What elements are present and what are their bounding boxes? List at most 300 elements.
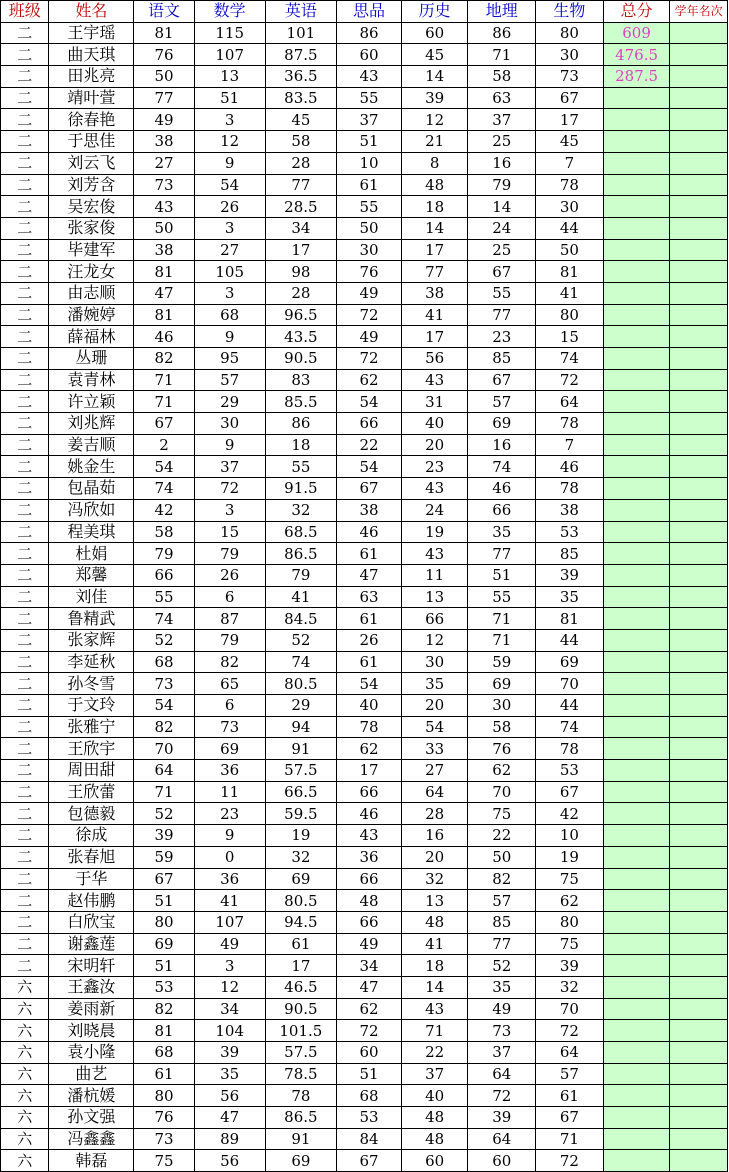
cell-class[interactable]: 二 [1,261,49,283]
cell-total[interactable] [603,87,670,109]
cell-total[interactable] [603,261,670,283]
cell-chinese[interactable]: 81 [134,22,195,44]
cell-geography[interactable]: 51 [468,564,536,586]
header-math[interactable]: 数学 [194,1,265,23]
cell-politics[interactable]: 34 [337,955,402,977]
cell-total[interactable] [603,651,670,673]
cell-geography[interactable]: 82 [468,868,536,890]
cell-name[interactable]: 赵伟鹏 [49,890,134,912]
cell-biology[interactable]: 81 [536,608,604,630]
cell-politics[interactable]: 49 [337,933,402,955]
cell-name[interactable]: 汪龙女 [49,261,134,283]
cell-politics[interactable]: 49 [337,282,402,304]
header-biology[interactable]: 生物 [536,1,604,23]
cell-name[interactable]: 刘晓晨 [49,1020,134,1042]
cell-english[interactable]: 101.5 [265,1020,337,1042]
cell-biology[interactable]: 72 [536,1020,604,1042]
cell-class[interactable]: 二 [1,109,49,131]
cell-chinese[interactable]: 74 [134,478,195,500]
cell-politics[interactable]: 47 [337,564,402,586]
cell-name[interactable]: 吴宏俊 [49,196,134,218]
cell-rank[interactable] [670,348,728,370]
cell-geography[interactable]: 85 [468,911,536,933]
cell-name[interactable]: 毕建军 [49,239,134,261]
cell-total[interactable] [603,196,670,218]
cell-history[interactable]: 48 [401,1107,468,1129]
cell-total[interactable] [603,629,670,651]
cell-class[interactable]: 二 [1,651,49,673]
cell-geography[interactable]: 46 [468,478,536,500]
cell-chinese[interactable]: 67 [134,413,195,435]
cell-class[interactable]: 六 [1,1085,49,1107]
cell-biology[interactable]: 46 [536,456,604,478]
cell-name[interactable]: 孙文强 [49,1107,134,1129]
cell-history[interactable]: 21 [401,131,468,153]
cell-history[interactable]: 41 [401,304,468,326]
cell-chinese[interactable]: 80 [134,911,195,933]
cell-name[interactable]: 周田甜 [49,760,134,782]
cell-geography[interactable]: 16 [468,434,536,456]
cell-geography[interactable]: 64 [468,1063,536,1085]
cell-math[interactable]: 57 [194,369,265,391]
cell-politics[interactable]: 46 [337,803,402,825]
cell-rank[interactable] [670,781,728,803]
cell-rank[interactable] [670,1085,728,1107]
cell-english[interactable]: 28 [265,282,337,304]
cell-biology[interactable]: 78 [536,174,604,196]
cell-politics[interactable]: 55 [337,87,402,109]
cell-rank[interactable] [670,868,728,890]
cell-politics[interactable]: 67 [337,478,402,500]
cell-chinese[interactable]: 79 [134,543,195,565]
cell-class[interactable]: 二 [1,716,49,738]
cell-geography[interactable]: 52 [468,955,536,977]
cell-geography[interactable]: 62 [468,760,536,782]
cell-history[interactable]: 18 [401,196,468,218]
cell-history[interactable]: 16 [401,825,468,847]
cell-geography[interactable]: 25 [468,239,536,261]
cell-history[interactable]: 33 [401,738,468,760]
cell-name[interactable]: 徐成 [49,825,134,847]
cell-politics[interactable]: 61 [337,651,402,673]
cell-chinese[interactable]: 38 [134,131,195,153]
cell-total[interactable]: 476.5 [603,44,670,66]
cell-politics[interactable]: 62 [337,738,402,760]
cell-class[interactable]: 二 [1,760,49,782]
cell-politics[interactable]: 62 [337,998,402,1020]
cell-class[interactable]: 二 [1,217,49,239]
cell-geography[interactable]: 69 [468,673,536,695]
cell-rank[interactable] [670,998,728,1020]
cell-math[interactable]: 13 [194,66,265,88]
cell-politics[interactable]: 61 [337,543,402,565]
cell-class[interactable]: 二 [1,282,49,304]
cell-english[interactable]: 19 [265,825,337,847]
cell-rank[interactable] [670,586,728,608]
cell-name[interactable]: 孙冬雪 [49,673,134,695]
cell-politics[interactable]: 36 [337,846,402,868]
cell-english[interactable]: 90.5 [265,998,337,1020]
cell-biology[interactable]: 35 [536,586,604,608]
cell-geography[interactable]: 77 [468,304,536,326]
cell-total[interactable] [603,586,670,608]
cell-english[interactable]: 28.5 [265,196,337,218]
cell-class[interactable]: 二 [1,304,49,326]
cell-english[interactable]: 46.5 [265,976,337,998]
cell-math[interactable]: 12 [194,976,265,998]
cell-geography[interactable]: 75 [468,803,536,825]
cell-biology[interactable]: 30 [536,196,604,218]
cell-class[interactable]: 二 [1,348,49,370]
cell-politics[interactable]: 60 [337,1042,402,1064]
cell-math[interactable]: 115 [194,22,265,44]
cell-geography[interactable]: 55 [468,282,536,304]
cell-chinese[interactable]: 81 [134,1020,195,1042]
header-rank[interactable]: 学年名次 [670,1,728,23]
cell-class[interactable]: 二 [1,543,49,565]
cell-name[interactable]: 包晶茹 [49,478,134,500]
cell-chinese[interactable]: 54 [134,456,195,478]
cell-math[interactable]: 3 [194,217,265,239]
cell-rank[interactable] [670,282,728,304]
cell-chinese[interactable]: 2 [134,434,195,456]
cell-math[interactable]: 107 [194,44,265,66]
cell-class[interactable]: 二 [1,152,49,174]
cell-math[interactable]: 9 [194,326,265,348]
cell-name[interactable]: 张雅宁 [49,716,134,738]
cell-biology[interactable]: 45 [536,131,604,153]
cell-math[interactable]: 26 [194,564,265,586]
cell-math[interactable]: 30 [194,413,265,435]
cell-geography[interactable]: 14 [468,196,536,218]
cell-rank[interactable] [670,196,728,218]
cell-class[interactable]: 六 [1,998,49,1020]
cell-biology[interactable]: 7 [536,152,604,174]
cell-total[interactable] [603,499,670,521]
cell-history[interactable]: 43 [401,998,468,1020]
cell-history[interactable]: 77 [401,261,468,283]
cell-class[interactable]: 二 [1,239,49,261]
cell-total[interactable] [603,369,670,391]
cell-biology[interactable]: 67 [536,87,604,109]
cell-chinese[interactable]: 69 [134,933,195,955]
cell-english[interactable]: 28 [265,152,337,174]
cell-name[interactable]: 于思佳 [49,131,134,153]
cell-rank[interactable] [670,369,728,391]
cell-chinese[interactable]: 52 [134,803,195,825]
cell-politics[interactable]: 66 [337,911,402,933]
cell-politics[interactable]: 48 [337,890,402,912]
cell-rank[interactable] [670,109,728,131]
cell-biology[interactable]: 80 [536,911,604,933]
cell-math[interactable]: 107 [194,911,265,933]
cell-history[interactable]: 12 [401,629,468,651]
cell-english[interactable]: 94.5 [265,911,337,933]
cell-chinese[interactable]: 82 [134,716,195,738]
cell-name[interactable]: 鲁精武 [49,608,134,630]
cell-name[interactable]: 于文玲 [49,695,134,717]
cell-rank[interactable] [670,456,728,478]
cell-history[interactable]: 23 [401,456,468,478]
cell-geography[interactable]: 71 [468,44,536,66]
cell-politics[interactable]: 38 [337,499,402,521]
header-politics[interactable]: 思品 [337,1,402,23]
cell-class[interactable]: 二 [1,890,49,912]
cell-biology[interactable]: 42 [536,803,604,825]
cell-english[interactable]: 32 [265,846,337,868]
cell-biology[interactable]: 81 [536,261,604,283]
cell-math[interactable]: 6 [194,586,265,608]
cell-name[interactable]: 张家辉 [49,629,134,651]
cell-chinese[interactable]: 71 [134,781,195,803]
cell-total[interactable] [603,1128,670,1150]
cell-politics[interactable]: 49 [337,326,402,348]
cell-total[interactable] [603,456,670,478]
cell-biology[interactable]: 32 [536,976,604,998]
cell-chinese[interactable]: 76 [134,44,195,66]
cell-chinese[interactable]: 75 [134,1150,195,1172]
cell-name[interactable]: 张家俊 [49,217,134,239]
cell-english[interactable]: 84.5 [265,608,337,630]
cell-history[interactable]: 20 [401,846,468,868]
cell-biology[interactable]: 44 [536,217,604,239]
cell-math[interactable]: 3 [194,499,265,521]
cell-class[interactable]: 二 [1,44,49,66]
cell-biology[interactable]: 70 [536,673,604,695]
cell-geography[interactable]: 66 [468,499,536,521]
cell-politics[interactable]: 61 [337,608,402,630]
cell-history[interactable]: 18 [401,955,468,977]
cell-biology[interactable]: 39 [536,564,604,586]
cell-rank[interactable] [670,434,728,456]
cell-history[interactable]: 22 [401,1042,468,1064]
cell-politics[interactable]: 84 [337,1128,402,1150]
cell-english[interactable]: 43.5 [265,326,337,348]
cell-class[interactable]: 二 [1,911,49,933]
cell-math[interactable]: 41 [194,890,265,912]
cell-politics[interactable]: 46 [337,521,402,543]
cell-rank[interactable] [670,22,728,44]
cell-name[interactable]: 张春旭 [49,846,134,868]
cell-class[interactable]: 六 [1,1042,49,1064]
cell-geography[interactable]: 63 [468,87,536,109]
cell-chinese[interactable]: 82 [134,348,195,370]
cell-chinese[interactable]: 71 [134,369,195,391]
cell-politics[interactable]: 66 [337,781,402,803]
cell-politics[interactable]: 62 [337,369,402,391]
cell-name[interactable]: 于华 [49,868,134,890]
cell-name[interactable]: 韩磊 [49,1150,134,1172]
cell-english[interactable]: 69 [265,868,337,890]
cell-class[interactable]: 二 [1,955,49,977]
cell-total[interactable] [603,1042,670,1064]
cell-total[interactable] [603,326,670,348]
cell-total[interactable] [603,673,670,695]
cell-geography[interactable]: 71 [468,629,536,651]
cell-english[interactable]: 29 [265,695,337,717]
header-total[interactable]: 总分 [603,1,670,23]
cell-total[interactable] [603,521,670,543]
cell-chinese[interactable]: 43 [134,196,195,218]
cell-class[interactable]: 二 [1,413,49,435]
cell-politics[interactable]: 53 [337,1107,402,1129]
cell-politics[interactable]: 76 [337,261,402,283]
cell-total[interactable] [603,131,670,153]
cell-rank[interactable] [670,716,728,738]
cell-geography[interactable]: 73 [468,1020,536,1042]
cell-biology[interactable]: 38 [536,499,604,521]
cell-name[interactable]: 刘佳 [49,586,134,608]
cell-politics[interactable]: 51 [337,131,402,153]
cell-politics[interactable]: 54 [337,391,402,413]
cell-rank[interactable] [670,478,728,500]
cell-english[interactable]: 86.5 [265,543,337,565]
cell-biology[interactable]: 19 [536,846,604,868]
cell-class[interactable]: 二 [1,781,49,803]
cell-math[interactable]: 51 [194,87,265,109]
cell-english[interactable]: 91 [265,1128,337,1150]
cell-math[interactable]: 0 [194,846,265,868]
cell-politics[interactable]: 61 [337,174,402,196]
cell-biology[interactable]: 69 [536,651,604,673]
cell-english[interactable]: 83.5 [265,87,337,109]
cell-total[interactable] [603,564,670,586]
cell-english[interactable]: 57.5 [265,1042,337,1064]
cell-class[interactable]: 六 [1,1107,49,1129]
cell-geography[interactable]: 76 [468,738,536,760]
cell-total[interactable] [603,109,670,131]
cell-class[interactable]: 二 [1,22,49,44]
cell-biology[interactable]: 75 [536,933,604,955]
cell-total[interactable] [603,716,670,738]
cell-history[interactable]: 35 [401,673,468,695]
cell-math[interactable]: 72 [194,478,265,500]
cell-class[interactable]: 二 [1,586,49,608]
cell-math[interactable]: 36 [194,760,265,782]
cell-geography[interactable]: 25 [468,131,536,153]
cell-politics[interactable]: 43 [337,66,402,88]
cell-rank[interactable] [670,174,728,196]
cell-english[interactable]: 98 [265,261,337,283]
cell-name[interactable]: 冯鑫鑫 [49,1128,134,1150]
cell-name[interactable]: 潘婉婷 [49,304,134,326]
cell-geography[interactable]: 30 [468,695,536,717]
cell-total[interactable] [603,543,670,565]
cell-biology[interactable]: 7 [536,434,604,456]
cell-total[interactable] [603,348,670,370]
cell-name[interactable]: 丛珊 [49,348,134,370]
cell-english[interactable]: 78 [265,1085,337,1107]
cell-english[interactable]: 45 [265,109,337,131]
cell-total[interactable] [603,391,670,413]
cell-rank[interactable] [670,1020,728,1042]
cell-chinese[interactable]: 46 [134,326,195,348]
cell-math[interactable]: 12 [194,131,265,153]
cell-english[interactable]: 78.5 [265,1063,337,1085]
cell-total[interactable] [603,152,670,174]
cell-geography[interactable]: 35 [468,521,536,543]
cell-rank[interactable] [670,66,728,88]
cell-geography[interactable]: 77 [468,543,536,565]
cell-english[interactable]: 83 [265,369,337,391]
cell-chinese[interactable]: 73 [134,174,195,196]
cell-geography[interactable]: 72 [468,1085,536,1107]
cell-name[interactable]: 王宇瑶 [49,22,134,44]
cell-total[interactable] [603,955,670,977]
cell-total[interactable] [603,1150,670,1172]
cell-class[interactable]: 二 [1,695,49,717]
cell-chinese[interactable]: 42 [134,499,195,521]
cell-biology[interactable]: 72 [536,369,604,391]
cell-math[interactable]: 27 [194,239,265,261]
cell-geography[interactable]: 37 [468,1042,536,1064]
cell-chinese[interactable]: 70 [134,738,195,760]
cell-biology[interactable]: 57 [536,1063,604,1085]
cell-rank[interactable] [670,1128,728,1150]
cell-rank[interactable] [670,304,728,326]
cell-history[interactable]: 13 [401,890,468,912]
cell-rank[interactable] [670,651,728,673]
cell-politics[interactable]: 55 [337,196,402,218]
cell-english[interactable]: 94 [265,716,337,738]
cell-name[interactable]: 刘芳含 [49,174,134,196]
cell-history[interactable]: 8 [401,152,468,174]
cell-class[interactable]: 二 [1,434,49,456]
cell-biology[interactable]: 53 [536,760,604,782]
cell-class[interactable]: 二 [1,478,49,500]
cell-math[interactable]: 79 [194,543,265,565]
cell-biology[interactable]: 44 [536,629,604,651]
cell-name[interactable]: 姜吉顺 [49,434,134,456]
cell-chinese[interactable]: 38 [134,239,195,261]
cell-english[interactable]: 66.5 [265,781,337,803]
cell-english[interactable]: 61 [265,933,337,955]
cell-total[interactable]: 609 [603,22,670,44]
cell-total[interactable] [603,695,670,717]
cell-english[interactable]: 36.5 [265,66,337,88]
cell-english[interactable]: 55 [265,456,337,478]
cell-history[interactable]: 12 [401,109,468,131]
cell-rank[interactable] [670,521,728,543]
cell-chinese[interactable]: 52 [134,629,195,651]
cell-politics[interactable]: 68 [337,1085,402,1107]
cell-politics[interactable]: 43 [337,825,402,847]
cell-total[interactable] [603,1020,670,1042]
cell-name[interactable]: 由志顺 [49,282,134,304]
cell-english[interactable]: 87.5 [265,44,337,66]
cell-chinese[interactable]: 59 [134,846,195,868]
cell-chinese[interactable]: 58 [134,521,195,543]
cell-math[interactable]: 26 [194,196,265,218]
cell-geography[interactable]: 67 [468,369,536,391]
cell-biology[interactable]: 85 [536,543,604,565]
cell-politics[interactable]: 72 [337,348,402,370]
cell-chinese[interactable]: 73 [134,673,195,695]
cell-biology[interactable]: 62 [536,890,604,912]
cell-name[interactable]: 曲天琪 [49,44,134,66]
cell-chinese[interactable]: 80 [134,1085,195,1107]
cell-history[interactable]: 40 [401,413,468,435]
cell-english[interactable]: 41 [265,586,337,608]
cell-math[interactable]: 49 [194,933,265,955]
cell-class[interactable]: 六 [1,1063,49,1085]
cell-geography[interactable]: 67 [468,261,536,283]
cell-math[interactable]: 39 [194,1042,265,1064]
cell-math[interactable]: 95 [194,348,265,370]
cell-biology[interactable]: 74 [536,716,604,738]
cell-politics[interactable]: 60 [337,44,402,66]
cell-name[interactable]: 田兆亮 [49,66,134,88]
